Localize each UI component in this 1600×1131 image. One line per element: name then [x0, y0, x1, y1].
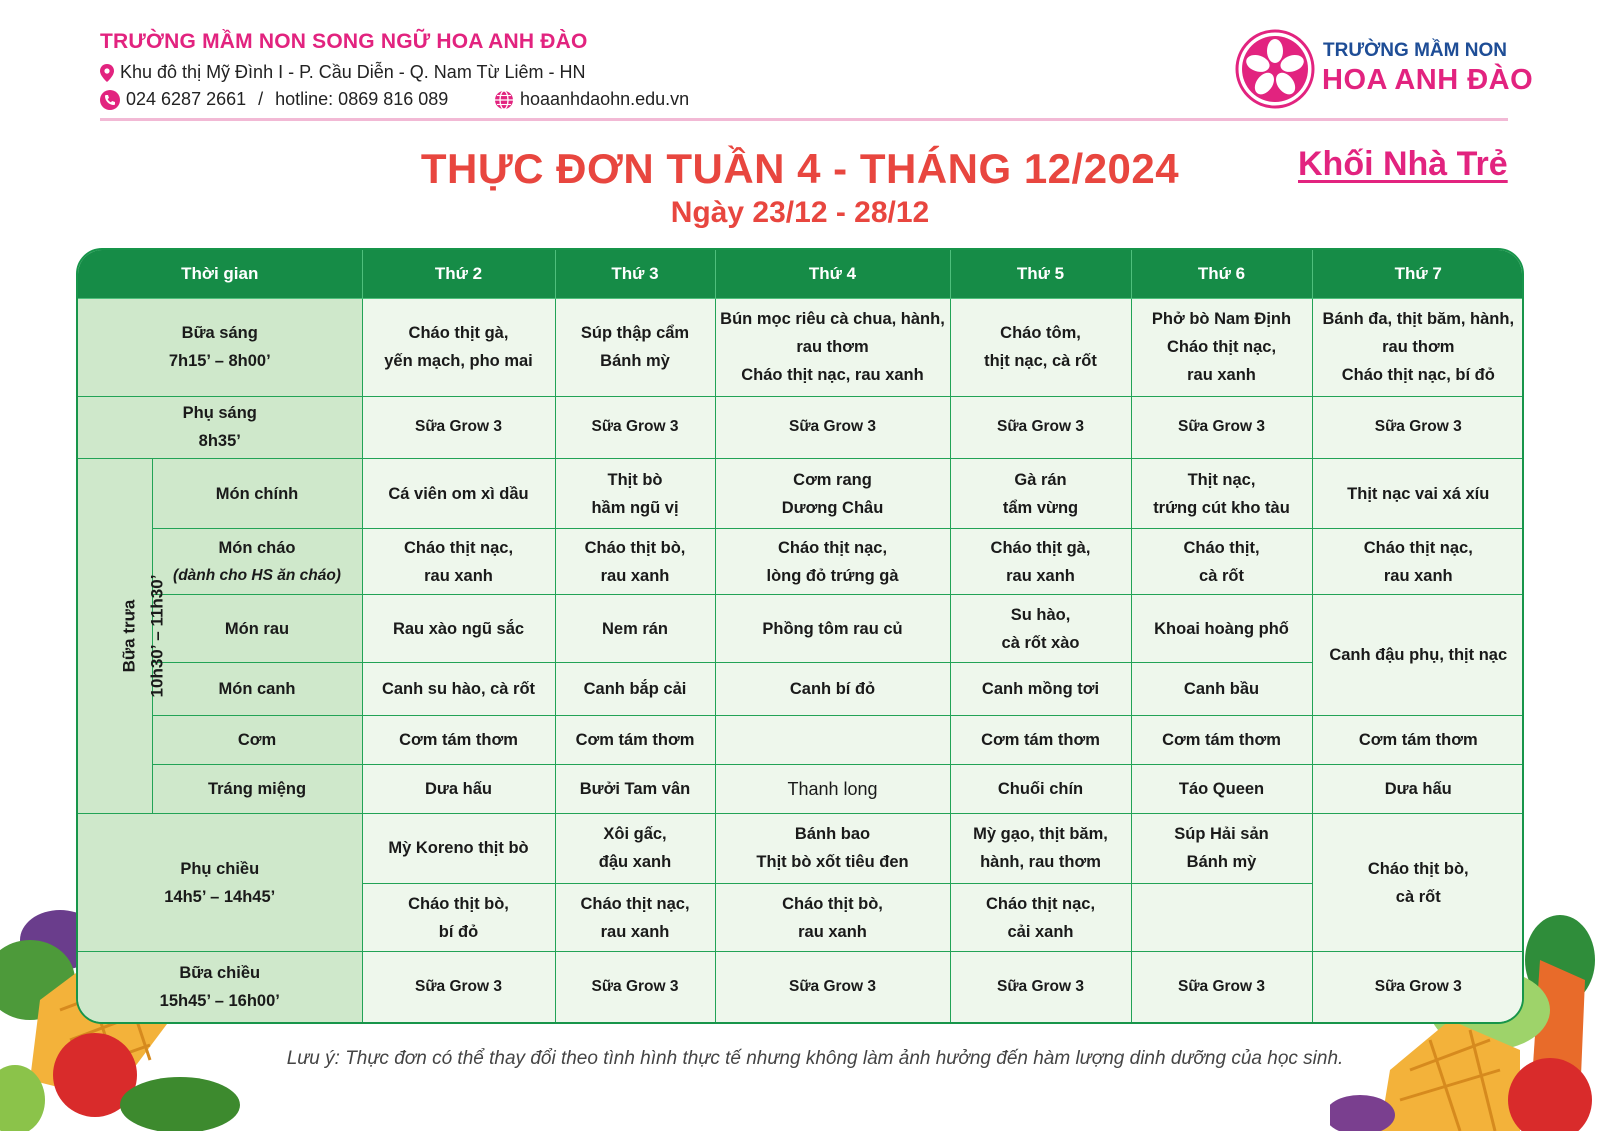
- morning-snack-label-name: Phụ sáng: [182, 404, 257, 423]
- cell-line: rau xanh: [798, 922, 867, 941]
- vegetable-soup-saturday: [1312, 595, 1524, 715]
- address-line: [100, 62, 586, 83]
- lunch-label-text: [115, 574, 171, 697]
- cell-line: cà rốt: [1395, 887, 1441, 906]
- cell-line: Bún mọc riêu cà chua, hành,: [720, 310, 945, 329]
- phone-number: 024 6287 2661: [126, 89, 247, 109]
- breakfast-monday: [362, 298, 555, 396]
- cell-line: đậu xanh: [598, 853, 672, 872]
- phone-icon: [100, 90, 120, 110]
- afternoon-snack-monday: [362, 813, 555, 883]
- main-dish-label: Món chính: [152, 458, 362, 528]
- header-wednesday: Thứ 4: [715, 250, 950, 298]
- cell-line: Cháo thịt nạc,: [1363, 538, 1473, 557]
- vegetable-friday: [1131, 595, 1312, 663]
- page-title-text: THỰC ĐƠN TUẦN 4 - THÁNG 12/2024: [420, 145, 1180, 192]
- afternoon-snack-thursday: [950, 813, 1131, 883]
- date-range: Ngày 23/12 - 28/12: [670, 196, 930, 229]
- dessert-friday: Táo Queen: [1131, 764, 1312, 813]
- afternoon-snack-label-name: Phụ chiều: [180, 859, 260, 878]
- main-dish-tuesday: [555, 458, 715, 528]
- cell-line: rau xanh: [600, 922, 670, 941]
- dessert-tuesday: Bưởi Tam vân: [555, 764, 715, 813]
- afternoon-snack-label: [78, 813, 362, 951]
- afternoon-porridge-friday: [1131, 884, 1312, 952]
- breakfast-wednesday: [715, 298, 950, 396]
- morning-snack-saturday: Sữa Grow 3: [1312, 396, 1524, 458]
- cell-line: Cháo thịt nạc,: [777, 538, 888, 557]
- main-dish-saturday: [1312, 458, 1524, 528]
- cell-line: thịt nạc, cà rốt: [984, 352, 1097, 371]
- cell-line: Cháo thịt nạc,: [1166, 338, 1277, 357]
- afternoon-porridge-thursday: [950, 884, 1131, 952]
- afternoon-meal-wednesday: Sữa Grow 3: [715, 952, 950, 1022]
- cell-line: Phồng tôm rau củ: [762, 619, 903, 638]
- afternoon-porridge-tuesday: [555, 884, 715, 952]
- porridge-label-note: (dành cho HS ăn cháo): [173, 566, 341, 584]
- main-dish-wednesday: [715, 458, 950, 528]
- morning-snack-row: [78, 396, 1524, 458]
- rice-saturday: Cơm tám thơm: [1312, 715, 1524, 764]
- cell-line: Bánh bao: [794, 825, 871, 844]
- cell-line: Bánh đa, thịt băm, hành,: [1322, 310, 1515, 329]
- header-monday: Thứ 2: [362, 250, 555, 298]
- website-line: [494, 89, 689, 110]
- cell-line: tẩm vừng: [1002, 498, 1079, 517]
- breakfast-tuesday: [555, 298, 715, 396]
- rice-label: Cơm: [152, 715, 362, 764]
- breakfast-row: [78, 298, 1524, 396]
- cell-line: rau xanh: [1383, 566, 1453, 585]
- soup-label: Món canh: [152, 663, 362, 715]
- cell-line: Bánh mỳ: [600, 352, 670, 371]
- vegetable-row: [78, 595, 1524, 663]
- morning-snack-wednesday: Sữa Grow 3: [715, 396, 950, 458]
- globe-icon: [494, 90, 514, 110]
- rice-row: [78, 715, 1524, 764]
- contact-line: [100, 89, 448, 110]
- cell-line: rau xanh: [600, 566, 670, 585]
- main-dish-friday: [1131, 458, 1312, 528]
- rice-friday: Cơm tám thơm: [1131, 715, 1312, 764]
- afternoon-meal-monday: Sữa Grow 3: [362, 952, 555, 1022]
- morning-snack-friday: Sữa Grow 3: [1131, 396, 1312, 458]
- afternoon-snack-wednesday: [715, 813, 950, 883]
- vegetable-monday: [362, 595, 555, 663]
- cell-line: rau thơm: [796, 338, 869, 357]
- cell-line: rau xanh: [424, 566, 493, 585]
- cell-line: Cháo thịt nạc,: [985, 894, 1096, 913]
- cell-line: Súp Hải sản: [1174, 825, 1269, 844]
- cell-line: rau thơm: [1382, 338, 1455, 357]
- cell-line: Xôi gấc,: [603, 825, 667, 844]
- website-text: hoaanhdaohn.edu.vn: [520, 89, 690, 109]
- cell-line: rau xanh: [1006, 566, 1075, 585]
- cell-line: cà rốt xào: [1001, 633, 1080, 652]
- morning-snack-label: [78, 396, 362, 458]
- cell-line: Cháo thịt,: [1183, 538, 1260, 557]
- breakfast-label: [78, 298, 362, 396]
- porridge-label: [152, 529, 362, 595]
- cell-line: Canh đậu phụ, thịt nạc: [1329, 645, 1508, 664]
- afternoon-meal-label: [78, 952, 362, 1022]
- header-divider: [100, 118, 1508, 121]
- vegetable-tuesday: [555, 595, 715, 663]
- cell-line: Gà rán: [1014, 470, 1067, 489]
- cell-line: Cháo thịt gà,: [408, 324, 509, 343]
- afternoon-porridge-monday: [362, 884, 555, 952]
- cell-line: Thịt bò xốt tiêu đen: [756, 853, 909, 872]
- cell-line: Thịt nạc,: [1187, 470, 1256, 489]
- dessert-saturday: Dưa hấu: [1312, 764, 1524, 813]
- afternoon-meal-row: [78, 952, 1524, 1022]
- lunch-label-name: Bữa trưa: [119, 599, 139, 673]
- cell-line: cà rốt: [1199, 566, 1244, 585]
- rice-wednesday: [715, 715, 950, 764]
- soup-monday: Canh su hào, cà rốt: [362, 663, 555, 715]
- cell-line: rau xanh: [1187, 366, 1256, 385]
- vegetable-wednesday: [715, 595, 950, 663]
- lunch-label-time: 10h30’ – 11h30’: [147, 574, 167, 698]
- main-dish-monday: [362, 458, 555, 528]
- age-group-label: Khối Nhà Trẻ: [1298, 145, 1508, 183]
- porridge-label-name: Món cháo: [218, 538, 296, 557]
- breakfast-label-name: Bữa sáng: [181, 324, 258, 343]
- cell-line: Dương Châu: [781, 498, 884, 517]
- hotline-text: hotline: 0869 816 089: [275, 89, 449, 109]
- soup-thursday: Canh mồng tơi: [950, 663, 1131, 715]
- porridge-thursday: [950, 529, 1131, 595]
- cell-line: Mỳ Koreno thịt bò: [388, 839, 529, 858]
- dessert-row: [78, 764, 1524, 813]
- header-saturday: Thứ 7: [1312, 250, 1524, 298]
- cell-line: Mỳ gạo, thịt băm,: [973, 825, 1108, 844]
- logo-text-top: TRƯỜNG MẦM NON: [1323, 40, 1507, 61]
- breakfast-friday: [1131, 298, 1312, 396]
- cell-line: Cháo thịt nạc, bí đỏ: [1341, 366, 1495, 385]
- afternoon-meal-friday: Sữa Grow 3: [1131, 952, 1312, 1022]
- rice-thursday: Cơm tám thơm: [950, 715, 1131, 764]
- logo-text-bottom: HOA ANH ĐÀO: [1322, 64, 1534, 96]
- afternoon-snack-tuesday: [555, 813, 715, 883]
- header-tuesday: Thứ 3: [555, 250, 715, 298]
- cell-line: Cháo thịt gà,: [990, 538, 1091, 557]
- afternoon-snack-friday: [1131, 813, 1312, 883]
- cell-line: yến mạch, pho mai: [384, 352, 533, 371]
- cell-line: Cháo thịt bò,: [584, 538, 686, 557]
- afternoon-snack-label-time: 14h5’ – 14h45’: [164, 887, 276, 906]
- dessert-wednesday: Thanh long: [715, 764, 950, 813]
- breakfast-thursday: [950, 298, 1131, 396]
- morning-snack-tuesday: Sữa Grow 3: [555, 396, 715, 458]
- cell-line: bí đỏ: [438, 922, 479, 941]
- dessert-thursday: Chuối chín: [950, 764, 1131, 813]
- cell-line: Thịt bò: [607, 470, 663, 489]
- vegetable-thursday: [950, 595, 1131, 663]
- weekly-menu-table: [76, 248, 1524, 1024]
- cherry-blossom-logo: [1235, 29, 1315, 109]
- address-text: Khu đô thị Mỹ Đình I - P. Cầu Diễn - Q. Nam Từ Liêm - HN: [120, 62, 586, 82]
- morning-snack-monday: Sữa Grow 3: [362, 396, 555, 458]
- afternoon-porridge-wednesday: [715, 884, 950, 952]
- dessert-monday: Dưa hấu: [362, 764, 555, 813]
- porridge-row: [78, 529, 1524, 595]
- morning-snack-label-time: 8h35’: [198, 432, 241, 451]
- rice-tuesday: Cơm tám thơm: [555, 715, 715, 764]
- cell-line: Cháo thịt nạc, rau xanh: [741, 366, 924, 385]
- soup-tuesday: Canh bắp cải: [555, 663, 715, 715]
- porridge-saturday: [1312, 529, 1524, 595]
- afternoon-snack-saturday: [1312, 813, 1524, 951]
- porridge-friday: [1131, 529, 1312, 595]
- soup-wednesday: Canh bí đỏ: [715, 663, 950, 715]
- header-time: Thời gian: [78, 250, 362, 298]
- cell-line: Cơm rang: [793, 470, 872, 489]
- vegetable-label: Món rau: [152, 595, 362, 663]
- afternoon-meal-tuesday: Sữa Grow 3: [555, 952, 715, 1022]
- footer-note: Lưu ý: Thực đơn có thể thay đổi theo tình hình thực tế nhưng không làm ảnh hưởng đến hàm lượng dinh dưỡng của học sinh.: [286, 1048, 1344, 1069]
- cell-line: Cháo thịt bò,: [408, 894, 509, 913]
- cell-line: Thịt nạc vai xá xíu: [1347, 484, 1490, 503]
- cell-line: trứng cút kho tàu: [1153, 498, 1290, 517]
- afternoon-snack-row: [78, 813, 1524, 883]
- cell-line: cải xanh: [1007, 922, 1074, 941]
- afternoon-meal-label-name: Bữa chiều: [179, 964, 261, 983]
- soup-row: [78, 663, 1524, 715]
- breakfast-saturday: [1312, 298, 1524, 396]
- cell-line: Su hào,: [1010, 605, 1071, 624]
- porridge-monday: [362, 529, 555, 595]
- soup-friday: Canh bầu: [1131, 663, 1312, 715]
- rice-monday: Cơm tám thơm: [362, 715, 555, 764]
- main-dish-thursday: [950, 458, 1131, 528]
- cell-line: Súp thập cẩm: [580, 324, 690, 343]
- cell-line: Cháo thịt bò,: [782, 894, 883, 913]
- cell-line: Rau xào ngũ sắc: [392, 619, 525, 638]
- morning-snack-thursday: Sữa Grow 3: [950, 396, 1131, 458]
- cell-line: hành, rau thơm: [980, 853, 1101, 872]
- cell-line: lòng đỏ trứng gà: [766, 566, 899, 585]
- school-name: TRƯỜNG MẦM NON SONG NGỮ HOA ANH ĐÀO: [100, 30, 588, 53]
- cell-line: Cháo thịt nạc,: [403, 538, 514, 557]
- cell-line: Cháo thịt nạc,: [580, 894, 690, 913]
- dessert-label: Tráng miệng: [152, 764, 362, 813]
- header-friday: Thứ 6: [1131, 250, 1312, 298]
- porridge-wednesday: [715, 529, 950, 595]
- afternoon-meal-thursday: Sữa Grow 3: [950, 952, 1131, 1022]
- phone-separator: /: [258, 89, 264, 109]
- afternoon-meal-label-time: 15h45’ – 16h00’: [159, 992, 280, 1011]
- cell-line: Phở bò Nam Định: [1151, 310, 1292, 329]
- cell-line: Nem rán: [601, 619, 669, 638]
- lunch-label: [78, 458, 167, 813]
- cell-line: Cháo tôm,: [1000, 324, 1081, 343]
- cell-line: hầm ngũ vị: [591, 498, 679, 517]
- cell-line: Cá viên om xì dầu: [388, 484, 529, 503]
- cell-line: Cháo thịt bò,: [1367, 859, 1469, 878]
- afternoon-meal-saturday: Sữa Grow 3: [1312, 952, 1524, 1022]
- cell-line: Bánh mỳ: [1186, 853, 1257, 872]
- header-row: [78, 250, 1524, 298]
- header-thursday: Thứ 5: [950, 250, 1131, 298]
- porridge-tuesday: [555, 529, 715, 595]
- main-dish-row: [78, 458, 1524, 528]
- location-pin-icon: [100, 64, 114, 82]
- breakfast-label-time: 7h15’ – 8h00’: [168, 352, 271, 371]
- cell-line: Khoai hoàng phố: [1154, 619, 1289, 638]
